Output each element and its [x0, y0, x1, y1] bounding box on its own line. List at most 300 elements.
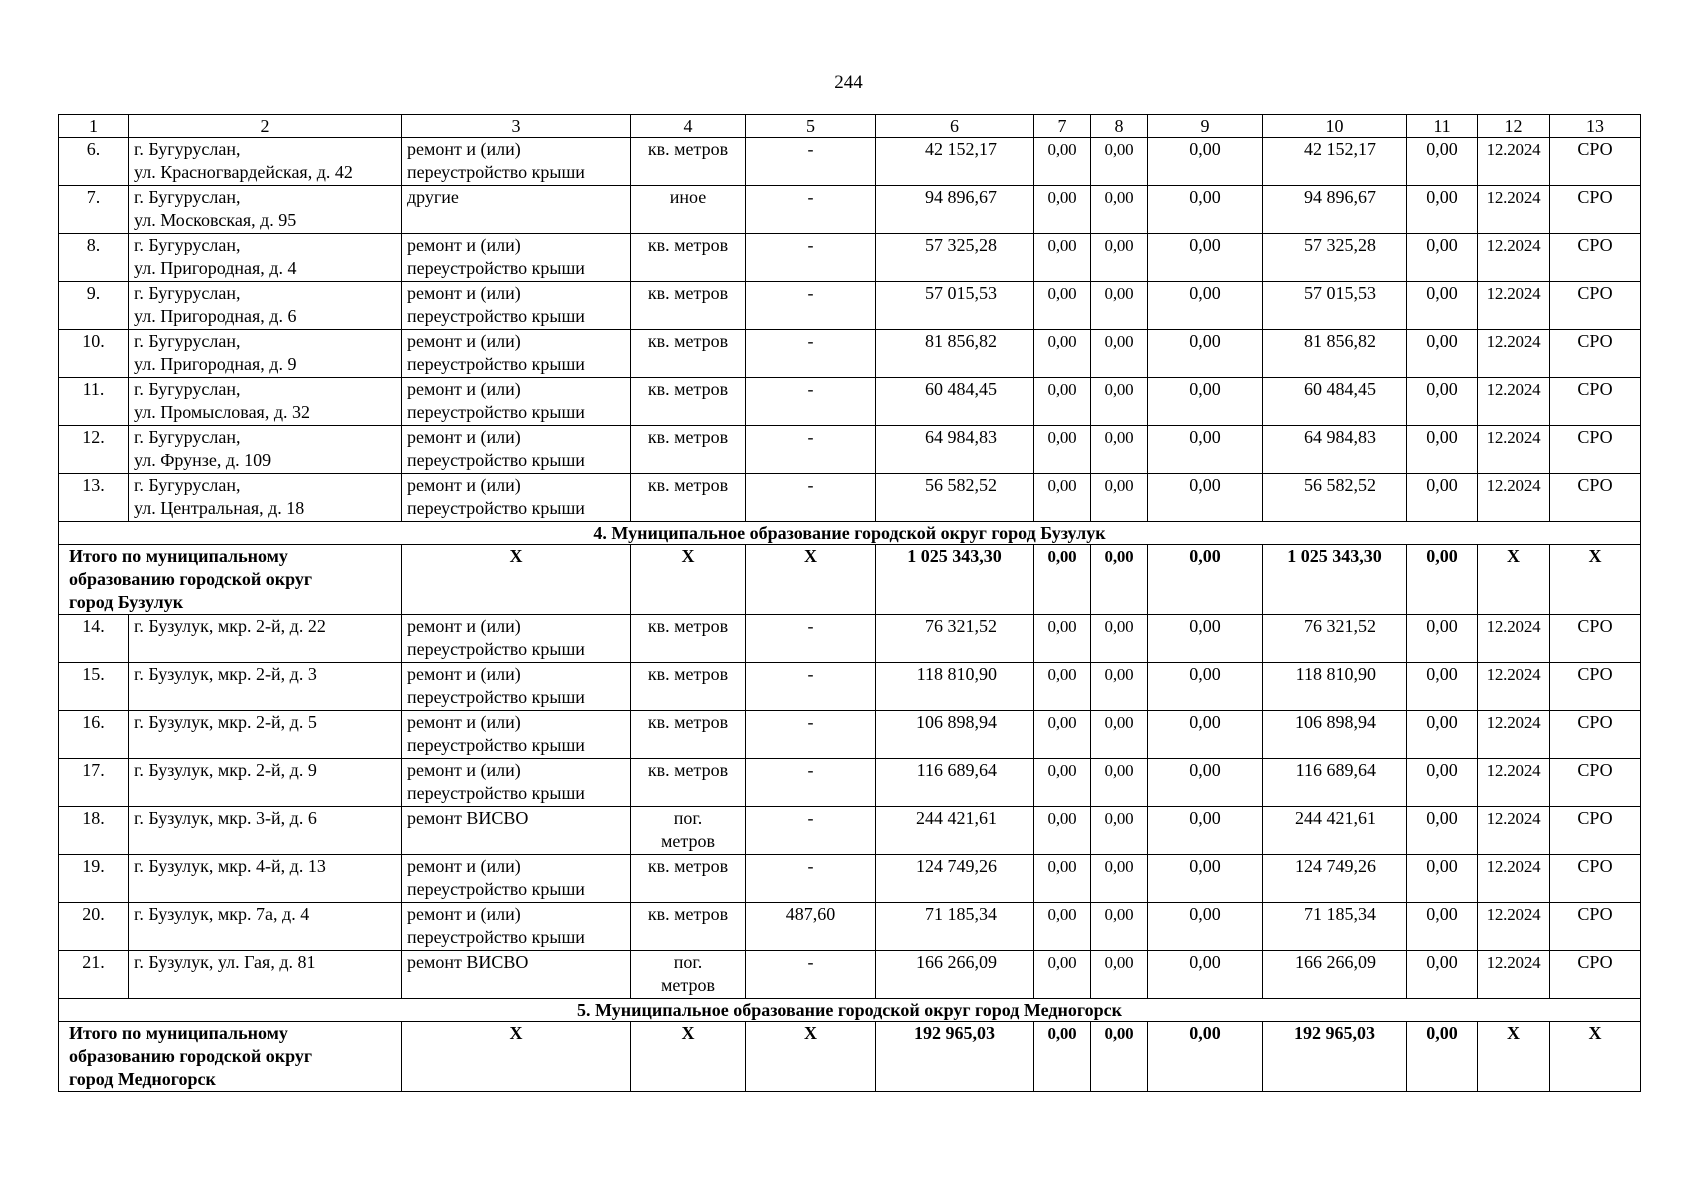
work-type-line-2: переустройство крыши [407, 927, 585, 947]
col7-cell: 0,00 [1034, 759, 1091, 807]
date-cell: 12.2024 [1478, 807, 1550, 855]
work-type-cell [402, 807, 631, 855]
work-type-cell [402, 474, 631, 522]
work-type-line-1: ремонт и (или) [407, 664, 521, 684]
col8-cell: 0,00 [1091, 474, 1148, 522]
col10-cell: 94 896,67 [1263, 186, 1407, 234]
date-cell: 12.2024 [1478, 711, 1550, 759]
address-line-2: ул. Красногвардейская, д. 42 [134, 162, 353, 182]
table-row [59, 426, 1641, 474]
col11-cell: 0,00 [1407, 330, 1478, 378]
date-cell: 12.2024 [1478, 186, 1550, 234]
col7-cell: 0,00 [1034, 951, 1091, 999]
address-line-1: г. Бузулук, мкр. 2-й, д. 9 [134, 760, 317, 780]
col11-cell: 0,00 [1407, 138, 1478, 186]
work-type-line-2: переустройство крыши [407, 306, 585, 326]
contractor-cell: СРО [1550, 234, 1641, 282]
unit-cell [631, 186, 746, 234]
row-number: 19. [59, 855, 129, 903]
cost-total-cell: 42 152,17 [876, 138, 1034, 186]
unit-line-1: кв. метров [647, 283, 729, 303]
unit-cell [631, 330, 746, 378]
section-title: 5. Муниципальное образование городской округ город Медногорск [59, 999, 1641, 1022]
col10-cell: 166 266,09 [1263, 951, 1407, 999]
row-number: 6. [59, 138, 129, 186]
table-row [59, 282, 1641, 330]
col11-cell: 0,00 [1407, 855, 1478, 903]
column-number-12: 12 [1478, 115, 1550, 138]
unit-line-1: кв. метров [647, 664, 729, 684]
date-cell: 12.2024 [1478, 903, 1550, 951]
date-cell: 12.2024 [1478, 282, 1550, 330]
col8-cell: 0,00 [1091, 330, 1148, 378]
cost-total-cell: 57 325,28 [876, 234, 1034, 282]
total-label-line-2: образованию городской округ [69, 1046, 313, 1066]
work-type-line-2: переустройство крыши [407, 639, 585, 659]
total-col5: Х [746, 1022, 876, 1092]
total-row [59, 545, 1641, 615]
col9-cell: 0,00 [1148, 807, 1263, 855]
col8-cell: 0,00 [1091, 426, 1148, 474]
quantity-cell: - [746, 474, 876, 522]
work-type-line-1: другие [407, 187, 459, 207]
contractor-cell: СРО [1550, 378, 1641, 426]
col8-cell: 0,00 [1091, 138, 1148, 186]
address-cell [129, 903, 402, 951]
col11-cell: 0,00 [1407, 663, 1478, 711]
row-number: 18. [59, 807, 129, 855]
column-number-8: 8 [1091, 115, 1148, 138]
col9-cell: 0,00 [1148, 903, 1263, 951]
work-type-cell [402, 330, 631, 378]
col7-cell: 0,00 [1034, 234, 1091, 282]
date-cell: 12.2024 [1478, 330, 1550, 378]
date-cell: 12.2024 [1478, 759, 1550, 807]
work-type-cell [402, 711, 631, 759]
row-number: 7. [59, 186, 129, 234]
work-type-line-2: переустройство крыши [407, 498, 585, 518]
unit-cell [631, 426, 746, 474]
work-type-line-2: переустройство крыши [407, 258, 585, 278]
unit-line-1: кв. метров [647, 379, 729, 399]
col10-cell: 42 152,17 [1263, 138, 1407, 186]
address-cell [129, 378, 402, 426]
cost-total-cell: 81 856,82 [876, 330, 1034, 378]
col11-cell: 0,00 [1407, 807, 1478, 855]
unit-cell [631, 807, 746, 855]
work-type-cell [402, 138, 631, 186]
work-type-line-1: ремонт и (или) [407, 379, 521, 399]
total-col12: Х [1478, 545, 1550, 615]
work-type-cell [402, 186, 631, 234]
section-heading-row [59, 522, 1641, 545]
total-col6: 192 965,03 [876, 1022, 1034, 1092]
total-col10: 192 965,03 [1263, 1022, 1407, 1092]
col7-cell: 0,00 [1034, 474, 1091, 522]
date-cell: 12.2024 [1478, 378, 1550, 426]
col8-cell: 0,00 [1091, 855, 1148, 903]
date-cell: 12.2024 [1478, 615, 1550, 663]
unit-line-1: кв. метров [647, 331, 729, 351]
quantity-cell: - [746, 378, 876, 426]
total-label-line-1: Итого по муниципальному [69, 546, 288, 566]
row-number: 17. [59, 759, 129, 807]
address-line-1: г. Бузулук, мкр. 3-й, д. 6 [134, 808, 317, 828]
table-body [59, 115, 1641, 1092]
total-col9: 0,00 [1148, 1022, 1263, 1092]
work-type-cell [402, 759, 631, 807]
contractor-cell: СРО [1550, 330, 1641, 378]
date-cell: 12.2024 [1478, 234, 1550, 282]
col7-cell: 0,00 [1034, 615, 1091, 663]
work-type-line-1: ремонт и (или) [407, 760, 521, 780]
col8-cell: 0,00 [1091, 759, 1148, 807]
address-line-1: г. Бугуруслан, [134, 331, 241, 351]
col9-cell: 0,00 [1148, 711, 1263, 759]
contractor-cell: СРО [1550, 807, 1641, 855]
col8-cell: 0,00 [1091, 615, 1148, 663]
col10-cell: 124 749,26 [1263, 855, 1407, 903]
address-line-2: ул. Центральная, д. 18 [134, 498, 305, 518]
unit-cell [631, 951, 746, 999]
col7-cell: 0,00 [1034, 855, 1091, 903]
work-type-cell [402, 663, 631, 711]
cost-total-cell: 94 896,67 [876, 186, 1034, 234]
address-line-2: ул. Московская, д. 95 [134, 210, 297, 230]
contractor-cell: СРО [1550, 711, 1641, 759]
column-number-3: 3 [402, 115, 631, 138]
table-row [59, 663, 1641, 711]
address-cell [129, 807, 402, 855]
address-line-1: г. Бузулук, ул. Гая, д. 81 [134, 952, 316, 972]
col8-cell: 0,00 [1091, 186, 1148, 234]
col8-cell: 0,00 [1091, 903, 1148, 951]
unit-cell [631, 855, 746, 903]
total-col13: Х [1550, 545, 1641, 615]
date-cell: 12.2024 [1478, 138, 1550, 186]
date-cell: 12.2024 [1478, 474, 1550, 522]
cost-total-cell: 124 749,26 [876, 855, 1034, 903]
col9-cell: 0,00 [1148, 426, 1263, 474]
table-row [59, 855, 1641, 903]
work-type-line-1: ремонт и (или) [407, 856, 521, 876]
total-col3: Х [402, 545, 631, 615]
table-row [59, 903, 1641, 951]
work-type-cell [402, 234, 631, 282]
work-type-line-1: ремонт ВИСВО [407, 808, 529, 828]
total-col5: Х [746, 545, 876, 615]
total-label [59, 545, 402, 615]
contractor-cell: СРО [1550, 138, 1641, 186]
row-number: 9. [59, 282, 129, 330]
cost-total-cell: 56 582,52 [876, 474, 1034, 522]
row-number: 21. [59, 951, 129, 999]
address-line-1: г. Бугуруслан, [134, 379, 241, 399]
col7-cell: 0,00 [1034, 903, 1091, 951]
col9-cell: 0,00 [1148, 186, 1263, 234]
cost-total-cell: 166 266,09 [876, 951, 1034, 999]
unit-cell [631, 903, 746, 951]
total-label-line-1: Итого по муниципальному [69, 1023, 288, 1043]
total-col9: 0,00 [1148, 545, 1263, 615]
total-label-line-3: город Медногорск [69, 1069, 216, 1089]
work-type-line-2: переустройство крыши [407, 879, 585, 899]
address-cell [129, 474, 402, 522]
quantity-cell: - [746, 855, 876, 903]
date-cell: 12.2024 [1478, 663, 1550, 711]
col7-cell: 0,00 [1034, 711, 1091, 759]
work-type-line-1: ремонт и (или) [407, 712, 521, 732]
quantity-cell: - [746, 615, 876, 663]
col11-cell: 0,00 [1407, 378, 1478, 426]
column-number-6: 6 [876, 115, 1034, 138]
total-col8: 0,00 [1091, 1022, 1148, 1092]
col8-cell: 0,00 [1091, 951, 1148, 999]
unit-cell [631, 615, 746, 663]
address-cell [129, 186, 402, 234]
row-number: 14. [59, 615, 129, 663]
col10-cell: 118 810,90 [1263, 663, 1407, 711]
col10-cell: 71 185,34 [1263, 903, 1407, 951]
total-label-line-3: город Бузулук [69, 592, 184, 612]
col9-cell: 0,00 [1148, 615, 1263, 663]
address-cell [129, 234, 402, 282]
col11-cell: 0,00 [1407, 426, 1478, 474]
contractor-cell: СРО [1550, 282, 1641, 330]
cost-total-cell: 57 015,53 [876, 282, 1034, 330]
address-line-1: г. Бугуруслан, [134, 475, 241, 495]
work-type-cell [402, 426, 631, 474]
col11-cell: 0,00 [1407, 282, 1478, 330]
unit-line-1: кв. метров [647, 760, 729, 780]
col9-cell: 0,00 [1148, 474, 1263, 522]
column-number-13: 13 [1550, 115, 1641, 138]
contractor-cell: СРО [1550, 759, 1641, 807]
work-type-line-1: ремонт и (или) [407, 139, 521, 159]
address-line-1: г. Бугуруслан, [134, 187, 241, 207]
total-col13: Х [1550, 1022, 1641, 1092]
unit-line-1: кв. метров [647, 139, 729, 159]
address-cell [129, 615, 402, 663]
work-type-line-1: ремонт и (или) [407, 475, 521, 495]
unit-cell [631, 711, 746, 759]
row-number: 11. [59, 378, 129, 426]
col9-cell: 0,00 [1148, 378, 1263, 426]
column-number-9: 9 [1148, 115, 1263, 138]
work-type-line-1: ремонт ВИСВО [407, 952, 529, 972]
row-number: 12. [59, 426, 129, 474]
col9-cell: 0,00 [1148, 330, 1263, 378]
col9-cell: 0,00 [1148, 282, 1263, 330]
program-table [58, 114, 1641, 1092]
work-type-cell [402, 378, 631, 426]
col11-cell: 0,00 [1407, 234, 1478, 282]
column-number-1: 1 [59, 115, 129, 138]
col8-cell: 0,00 [1091, 234, 1148, 282]
unit-line-1: пог. [673, 952, 703, 972]
total-label [59, 1022, 402, 1092]
address-cell [129, 282, 402, 330]
table-row [59, 759, 1641, 807]
unit-line-1: кв. метров [647, 616, 729, 636]
contractor-cell: СРО [1550, 474, 1641, 522]
col9-cell: 0,00 [1148, 138, 1263, 186]
quantity-cell: - [746, 951, 876, 999]
total-col12: Х [1478, 1022, 1550, 1092]
work-type-line-2: переустройство крыши [407, 687, 585, 707]
unit-line-1: пог. [673, 808, 703, 828]
work-type-line-2: переустройство крыши [407, 354, 585, 374]
address-line-1: г. Бугуруслан, [134, 283, 241, 303]
cost-total-cell: 76 321,52 [876, 615, 1034, 663]
col10-cell: 116 689,64 [1263, 759, 1407, 807]
total-col11: 0,00 [1407, 1022, 1478, 1092]
total-col7: 0,00 [1034, 1022, 1091, 1092]
column-number-11: 11 [1407, 115, 1478, 138]
table-row [59, 711, 1641, 759]
total-col4: Х [631, 1022, 746, 1092]
cost-total-cell: 71 185,34 [876, 903, 1034, 951]
cost-total-cell: 60 484,45 [876, 378, 1034, 426]
col10-cell: 64 984,83 [1263, 426, 1407, 474]
col7-cell: 0,00 [1034, 663, 1091, 711]
col7-cell: 0,00 [1034, 807, 1091, 855]
unit-line-1: иное [669, 187, 707, 207]
address-line-2: ул. Пригородная, д. 4 [134, 258, 297, 278]
work-type-cell [402, 615, 631, 663]
col10-cell: 81 856,82 [1263, 330, 1407, 378]
unit-cell [631, 282, 746, 330]
table-row [59, 330, 1641, 378]
work-type-line-1: ремонт и (или) [407, 616, 521, 636]
section-heading-row [59, 999, 1641, 1022]
work-type-line-1: ремонт и (или) [407, 904, 521, 924]
work-type-line-2: переустройство крыши [407, 162, 585, 182]
work-type-line-1: ремонт и (или) [407, 427, 521, 447]
work-type-cell [402, 903, 631, 951]
col7-cell: 0,00 [1034, 282, 1091, 330]
table-row [59, 186, 1641, 234]
col11-cell: 0,00 [1407, 711, 1478, 759]
column-number-row [59, 115, 1641, 138]
unit-line-1: кв. метров [647, 235, 729, 255]
address-line-2: ул. Промысловая, д. 32 [134, 402, 310, 422]
col7-cell: 0,00 [1034, 186, 1091, 234]
total-col7: 0,00 [1034, 545, 1091, 615]
address-cell [129, 663, 402, 711]
col10-cell: 244 421,61 [1263, 807, 1407, 855]
address-line-1: г. Бузулук, мкр. 2-й, д. 3 [134, 664, 317, 684]
contractor-cell: СРО [1550, 186, 1641, 234]
quantity-cell: - [746, 138, 876, 186]
col8-cell: 0,00 [1091, 807, 1148, 855]
unit-cell [631, 663, 746, 711]
quantity-cell: - [746, 807, 876, 855]
table-row [59, 138, 1641, 186]
table-row [59, 234, 1641, 282]
unit-cell [631, 138, 746, 186]
col11-cell: 0,00 [1407, 951, 1478, 999]
unit-cell [631, 378, 746, 426]
total-col4: Х [631, 545, 746, 615]
unit-cell [631, 234, 746, 282]
date-cell: 12.2024 [1478, 951, 1550, 999]
address-line-1: г. Бугуруслан, [134, 427, 241, 447]
section-title: 4. Муниципальное образование городской округ город Бузулук [59, 522, 1641, 545]
address-cell [129, 330, 402, 378]
work-type-line-1: ремонт и (или) [407, 235, 521, 255]
col7-cell: 0,00 [1034, 426, 1091, 474]
address-cell [129, 759, 402, 807]
col7-cell: 0,00 [1034, 378, 1091, 426]
address-cell [129, 855, 402, 903]
work-type-line-2: переустройство крыши [407, 783, 585, 803]
quantity-cell: - [746, 711, 876, 759]
unit-line-1: кв. метров [647, 856, 729, 876]
total-row [59, 1022, 1641, 1092]
row-number: 15. [59, 663, 129, 711]
address-cell [129, 951, 402, 999]
quantity-cell: - [746, 426, 876, 474]
quantity-cell: - [746, 330, 876, 378]
col8-cell: 0,00 [1091, 663, 1148, 711]
contractor-cell: СРО [1550, 663, 1641, 711]
date-cell: 12.2024 [1478, 855, 1550, 903]
row-number: 16. [59, 711, 129, 759]
contractor-cell: СРО [1550, 951, 1641, 999]
unit-line-1: кв. метров [647, 712, 729, 732]
quantity-cell: - [746, 186, 876, 234]
column-number-4: 4 [631, 115, 746, 138]
address-line-2: ул. Пригородная, д. 9 [134, 354, 297, 374]
address-line-1: г. Бузулук, мкр. 2-й, д. 22 [134, 616, 326, 636]
work-type-line-1: ремонт и (или) [407, 331, 521, 351]
row-number: 13. [59, 474, 129, 522]
col8-cell: 0,00 [1091, 378, 1148, 426]
col10-cell: 57 015,53 [1263, 282, 1407, 330]
quantity-cell: - [746, 234, 876, 282]
unit-cell [631, 759, 746, 807]
total-col11: 0,00 [1407, 545, 1478, 615]
col10-cell: 56 582,52 [1263, 474, 1407, 522]
quantity-cell: - [746, 282, 876, 330]
col10-cell: 76 321,52 [1263, 615, 1407, 663]
date-cell: 12.2024 [1478, 426, 1550, 474]
contractor-cell: СРО [1550, 426, 1641, 474]
address-line-1: г. Бузулук, мкр. 7а, д. 4 [134, 904, 310, 924]
table-row [59, 378, 1641, 426]
address-cell [129, 426, 402, 474]
contractor-cell: СРО [1550, 855, 1641, 903]
unit-line-2: метров [661, 831, 715, 851]
col8-cell: 0,00 [1091, 282, 1148, 330]
address-line-1: г. Бузулук, мкр. 2-й, д. 5 [134, 712, 317, 732]
col7-cell: 0,00 [1034, 330, 1091, 378]
row-number: 8. [59, 234, 129, 282]
column-number-10: 10 [1263, 115, 1407, 138]
total-col10: 1 025 343,30 [1263, 545, 1407, 615]
quantity-cell: - [746, 759, 876, 807]
table-row [59, 615, 1641, 663]
table-row [59, 807, 1641, 855]
row-number: 20. [59, 903, 129, 951]
col11-cell: 0,00 [1407, 186, 1478, 234]
work-type-line-2: переустройство крыши [407, 402, 585, 422]
address-line-2: ул. Пригородная, д. 6 [134, 306, 297, 326]
table-row [59, 951, 1641, 999]
page-number: 244 [834, 72, 863, 93]
table-row [59, 474, 1641, 522]
